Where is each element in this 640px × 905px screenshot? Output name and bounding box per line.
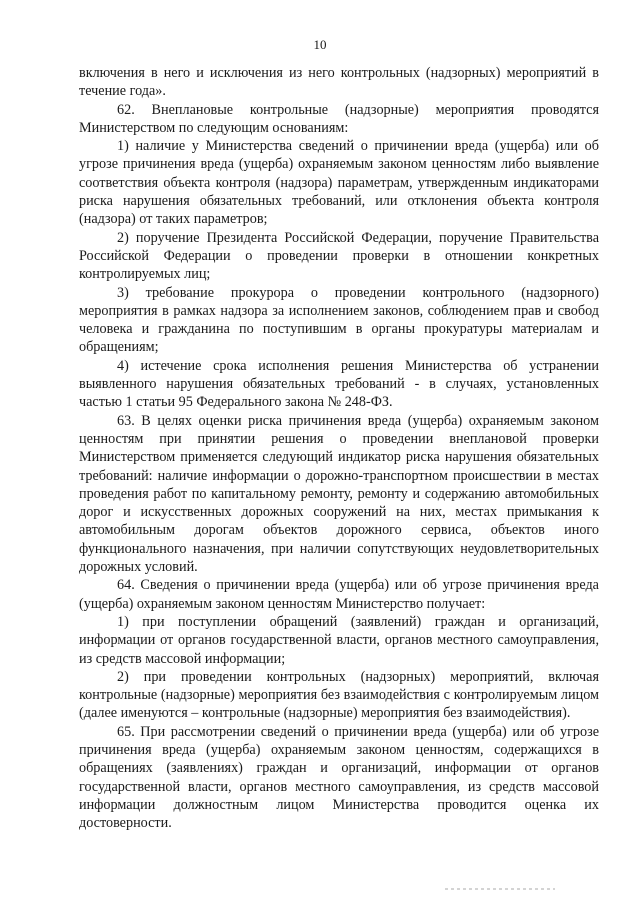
page-number: 10 <box>313 37 327 52</box>
document-body <box>79 64 599 832</box>
paragraph-64-item-2: 2) при проведении контрольных (надзорных) мероприятий, включая контрольные (надзорные) мероприятия без взаимодействия с контролируемым лицом (далее именуются – контрольные (надзорные) мероприятия без взаимодействия). <box>79 668 599 722</box>
paragraph-65: 65. При рассмотрении сведений о причинении вреда (ущерба) или об угрозе причинения вреда (ущерба) охраняемым законом ценностям, содержащихся в обращениях (заявлениях) граждан и организаций, информации от органов государственной власти, органов местного самоуправления, из средств массовой информации должностным лицом Министерства проводится оценка их достоверности. <box>79 723 599 832</box>
paragraph-62: 62. Внеплановые контрольные (надзорные) мероприятия проводятся Министерством по следующим основаниям: <box>79 101 599 136</box>
paragraph-62-item-1: 1) наличие у Министерства сведений о причинении вреда (ущерба) или об угрозе причинения вреда (ущерба) охраняемым законом ценностям либо выявление соответствия объекта контроля (надзора) параметрам, утвержденным индикаторами риска нарушения обязательных требований, или отклонения объекта контроля (надзора) от таких параметров; <box>79 138 599 228</box>
paragraph-64: 64. Сведения о причинении вреда (ущерба) или об угрозе причинения вреда (ущерба) охраняемым законом ценностям Министерство получает: <box>79 577 599 612</box>
paragraph-continuation: включения в него и исключения из него контрольных (надзорных) мероприятий в течение года». <box>79 65 599 100</box>
paragraph-62-item-3: 3) требование прокурора о проведении контрольного (надзорного) мероприятия в рамках надзора за исполнением законов, соблюдением прав и свобод человека и гражданина по поступившим в органы прокуратуры материалам и обращениям; <box>79 284 599 356</box>
paragraph-63: 63. В целях оценки риска причинения вреда (ущерба) охраняемым законом ценностям при принятии решения о проведении внеплановой проверки Министерством применяется следующий индикатор риска нарушения обязательных требований: наличие информации о дорожно-транспортном происшествии в местах проведения работ по капитальному ремонту, ремонту и содержанию автомобильных дорог и искусственных дорожных сооружений на них, местах примыкания к автомобильным дорогам объектов дорожного сервиса, объектов иного функционального назначения, при наличии сопутствующих неудовлетворительных дорожных условий. <box>79 412 599 576</box>
paragraph-62-item-2: 2) поручение Президента Российской Федерации, поручение Правительства Российской Федерации о проведении проверки в отношении конкретных контролируемых лиц; <box>79 229 599 283</box>
footer-scan-mark <box>445 888 555 890</box>
paragraph-64-item-1: 1) при поступлении обращений (заявлений) граждан и организаций, информации от органов государственной власти, органов местного самоуправления, из средств массовой информации; <box>79 613 599 667</box>
paragraph-62-item-4: 4) истечение срока исполнения решения Министерства об устранении выявленного нарушения обязательных требований - в случаях, установленных частью 1 статьи 95 Федерального закона № 248-ФЗ. <box>79 357 599 411</box>
